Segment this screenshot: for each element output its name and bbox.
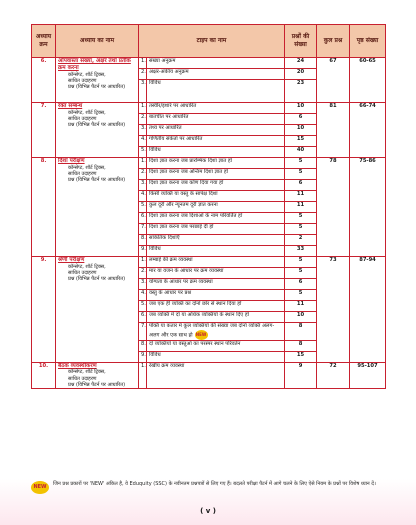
type-name-text: कुल दूरी और न्यूनतम दूरी ज्ञात करना [149, 202, 218, 208]
type-name [147, 114, 285, 125]
type-name [147, 169, 285, 180]
header-question-count: प्रश्नों की संख्या [285, 25, 317, 58]
chapter-page-range: 60-65 [350, 58, 386, 103]
type-question-count: 2 [285, 235, 317, 246]
type-name [147, 312, 285, 323]
type-question-count: 10 [285, 103, 317, 114]
type-question-count: 15 [285, 351, 317, 362]
new-badge-icon: NEW [31, 481, 49, 494]
type-name-text: पंक्ति या कतार में कुल व्यक्तियों की संख्या जब दोनों व्यक्ति अलग-अलग और एक साथ हो [149, 323, 275, 338]
contents-body [32, 58, 386, 389]
type-name-text: दो व्यक्तियों या वस्तुओं का परस्पर स्थान परिवर्तन [149, 340, 241, 347]
chapter-subtopic: प्रश्न (विभिन्न पैटर्न पर आधारित) [68, 381, 126, 388]
table-header-row [32, 25, 386, 58]
type-name-text: विविध [149, 147, 161, 153]
type-number: 2. [139, 169, 147, 180]
type-name [147, 340, 285, 351]
chapter-title[interactable]: ओपवास्ता संख्या, अक्षर तथा प्रतीक क्रम करना [58, 58, 131, 71]
chapter-total-questions: 73 [317, 257, 350, 363]
chapter-total-questions: 78 [317, 158, 350, 257]
type-number: 2. [139, 69, 147, 80]
type-name [147, 125, 285, 136]
type-number: 1. [139, 58, 147, 69]
type-question-count: 11 [285, 202, 317, 213]
chapter-subtopic: कॉन्सेप्ट, शॉर्ट ट्रिक्स, [68, 109, 106, 116]
type-question-count: 6 [285, 114, 317, 125]
chapter-subtopic: कॉन्सेप्ट, शॉर्ट ट्रिक्स, [68, 369, 106, 376]
chapter-cell [56, 257, 139, 363]
type-name-text: विविध [149, 246, 161, 252]
chapter-page-range: 95-107 [350, 362, 386, 389]
type-name [147, 202, 285, 213]
type-name-text: जब व्यक्ति में दो या अधिक व्यक्तियों के स्थान दिए हो [149, 312, 249, 318]
type-name [147, 290, 285, 301]
header-chapter-no: अध्याय क्रम [32, 25, 56, 58]
footnote [31, 481, 385, 494]
chapter-subtopic: साधित उदाहरण [68, 78, 97, 85]
type-number: 6. [139, 213, 147, 224]
chapter-number: 6. [32, 58, 56, 103]
type-number: 4. [139, 290, 147, 301]
type-number: 5. [139, 202, 147, 213]
type-name-text: मार या वजन के आधार पर क्रम व्यवस्था [149, 268, 224, 274]
type-question-count: 11 [285, 301, 317, 312]
type-name-text: तस्वीर/इशारे पर आधारित [149, 103, 197, 109]
type-question-count: 9 [285, 362, 317, 389]
type-name-text: सांकेतिक दिशाएँ [149, 235, 180, 241]
type-question-count: 15 [285, 136, 317, 147]
type-question-count: 5 [285, 169, 317, 180]
type-name-text: विविध [149, 80, 161, 86]
chapter-cell [56, 58, 139, 103]
chapter-page-range: 66-74 [350, 103, 386, 158]
chapter-number: 8. [32, 158, 56, 257]
table-row [32, 158, 386, 169]
chapter-cell [56, 362, 139, 389]
type-number: 8. [139, 235, 147, 246]
type-question-count: 11 [285, 191, 317, 202]
type-question-count: 40 [285, 147, 317, 158]
type-name [147, 58, 285, 69]
type-name-text: दिशा ज्ञात करना जब दिशाओं के नाम परिवर्तित हो [149, 213, 243, 219]
chapter-subtopic: साधित उदाहरण [68, 270, 97, 277]
chapter-subtopic: कॉन्सेप्ट, शॉर्ट ट्रिक्स, [68, 164, 106, 171]
type-number: 8. [139, 340, 147, 351]
type-name [147, 136, 285, 147]
chapter-subtopic: प्रश्न (विभिन्न पैटर्न पर आधारित) [68, 84, 126, 91]
type-question-count: 20 [285, 69, 317, 80]
type-name [147, 323, 285, 341]
type-name-text: किसी व्यक्ति या वस्तु के सापेक्ष दिशा [149, 191, 218, 197]
type-name-text: गणितीय संकेतों पर आधारित [149, 136, 203, 142]
chapter-title[interactable]: बैठक व्यवस्थीकरण [58, 362, 97, 369]
type-number: 9. [139, 351, 147, 362]
type-name [147, 246, 285, 257]
type-name-text: रेखीय क्रम व्यवस्था [149, 362, 185, 369]
type-name [147, 279, 285, 290]
type-name [147, 224, 285, 235]
page-number: ( v ) [200, 507, 216, 515]
header-type-name: टाइप का नाम [139, 25, 285, 58]
type-number: 9. [139, 246, 147, 257]
type-question-count: 5 [285, 213, 317, 224]
type-name [147, 103, 285, 114]
type-number: 7. [139, 224, 147, 235]
type-number: 4. [139, 191, 147, 202]
header-chapter-name: अध्याय का नाम [56, 25, 139, 58]
chapter-number: 7. [32, 103, 56, 158]
table-row [32, 58, 386, 69]
type-name-text: अक्षर-अंकीय अनुक्रम [149, 69, 189, 75]
type-question-count: 33 [285, 246, 317, 257]
chapter-total-questions: 67 [317, 58, 350, 103]
type-question-count: 5 [285, 257, 317, 268]
chapter-page-range: 75-86 [350, 158, 386, 257]
type-name-text: तथ्य पर आधारित [149, 125, 182, 131]
chapter-subtopic: प्रश्न (विभिन्न पैटर्न पर आधारित) [68, 122, 126, 129]
type-question-count: 10 [285, 312, 317, 323]
chapter-subtopic: कॉन्सेप्ट, शॉर्ट ट्रिक्स, [68, 71, 106, 78]
chapter-number: 9. [32, 257, 56, 363]
type-question-count: 6 [285, 279, 317, 290]
chapter-title[interactable]: रक्त सम्बन्ध [58, 103, 83, 109]
type-number: 1. [139, 362, 147, 389]
type-name [147, 158, 285, 169]
footnote-text: जिन प्रश्न प्रकारों पर 'NEW' अंकित है, वे Eduquity (SSC) के नवीनतम प्रश्नपत्रों से लिए गए हैं। बदलते परीक्षा पैटर्न में आगे चलने के लिए ऐसे नियम के प्रश्नों पर विशेष ध्यान दें। [53, 481, 376, 487]
type-name [147, 69, 285, 80]
type-question-count: 10 [285, 125, 317, 136]
new-badge-icon: NEW [195, 330, 208, 340]
header-total-questions: कुल प्रश्न [317, 25, 350, 58]
type-name-text: योग्यता के आधार पर क्रम व्यवस्था [149, 279, 213, 285]
type-number: 7. [139, 323, 147, 341]
type-name-text: जब एक ही व्यक्ति का दोनों छोर से स्थान दिया हो [149, 301, 242, 307]
type-number: 1. [139, 158, 147, 169]
type-name [147, 351, 285, 362]
type-name-text: दिशा ज्ञात करना जब प्रारम्भिक दिशा ज्ञात हो [149, 158, 232, 164]
chapter-subtopic: प्रश्न (विभिन्न पैटर्न पर आधारित) [68, 276, 126, 283]
type-name [147, 191, 285, 202]
type-name-text: लम्बाई की क्रम व्यवस्था [149, 257, 193, 263]
chapter-cell [56, 103, 139, 158]
contents-table [31, 24, 386, 389]
chapter-title[interactable]: दिशा परीक्षण [58, 158, 85, 164]
type-name-text: वस्तु के आधार पर प्रश्न [149, 290, 192, 296]
type-number: 2. [139, 114, 147, 125]
chapter-number: 10. [32, 362, 56, 389]
type-number: 5. [139, 301, 147, 312]
type-name-text: दिशा ज्ञात करना जब परछाई दी हो [149, 224, 214, 230]
type-name-text: बातचीत पर आधारित [149, 114, 189, 120]
type-question-count: 24 [285, 58, 317, 69]
chapter-subtopic: साधित उदाहरण [68, 116, 97, 123]
type-number: 3. [139, 125, 147, 136]
type-number: 6. [139, 312, 147, 323]
type-name-text: विविध [149, 351, 161, 358]
type-number: 4. [139, 136, 147, 147]
chapter-subtopic: प्रश्न (विभिन्न पैटर्न पर आधारित) [68, 177, 126, 184]
type-number: 2. [139, 268, 147, 279]
type-name [147, 80, 285, 103]
type-question-count: 5 [285, 290, 317, 301]
type-name [147, 362, 285, 389]
chapter-title[interactable]: श्रेणी परीक्षण [58, 257, 85, 263]
type-question-count: 23 [285, 80, 317, 103]
type-question-count: 8 [285, 340, 317, 351]
table-row [32, 103, 386, 114]
type-name-text: दिशा ज्ञात करना जब अन्तिम दिशा ज्ञात हो [149, 169, 228, 175]
type-question-count: 5 [285, 268, 317, 279]
type-number: 3. [139, 80, 147, 103]
chapter-subtopic: साधित उदाहरण [68, 375, 97, 382]
type-name [147, 257, 285, 268]
type-number: 3. [139, 279, 147, 290]
type-number: 1. [139, 103, 147, 114]
type-number: 1. [139, 257, 147, 268]
table-row [32, 257, 386, 268]
chapter-cell [56, 158, 139, 257]
type-name [147, 235, 285, 246]
chapter-total-questions: 72 [317, 362, 350, 389]
header-page-no: पृष्ठ संख्या [350, 25, 386, 58]
type-name-text: दिशा ज्ञात करना जब कोण दिया गया हो [149, 180, 224, 186]
type-name [147, 268, 285, 279]
type-name [147, 213, 285, 224]
type-question-count: 5 [285, 224, 317, 235]
table-row [32, 362, 386, 389]
type-name [147, 180, 285, 191]
type-name-text: संख्या अनुक्रम [149, 58, 176, 64]
type-number: 3. [139, 180, 147, 191]
type-question-count: 8 [285, 323, 317, 341]
chapter-total-questions: 81 [317, 103, 350, 158]
type-question-count: 6 [285, 180, 317, 191]
type-number: 5. [139, 147, 147, 158]
chapter-subtopic: कॉन्सेप्ट, शॉर्ट ट्रिक्स, [68, 263, 106, 270]
chapter-page-range: 87-94 [350, 257, 386, 363]
type-name [147, 147, 285, 158]
chapter-subtopic: साधित उदाहरण [68, 171, 97, 178]
type-name [147, 301, 285, 312]
type-question-count: 5 [285, 158, 317, 169]
